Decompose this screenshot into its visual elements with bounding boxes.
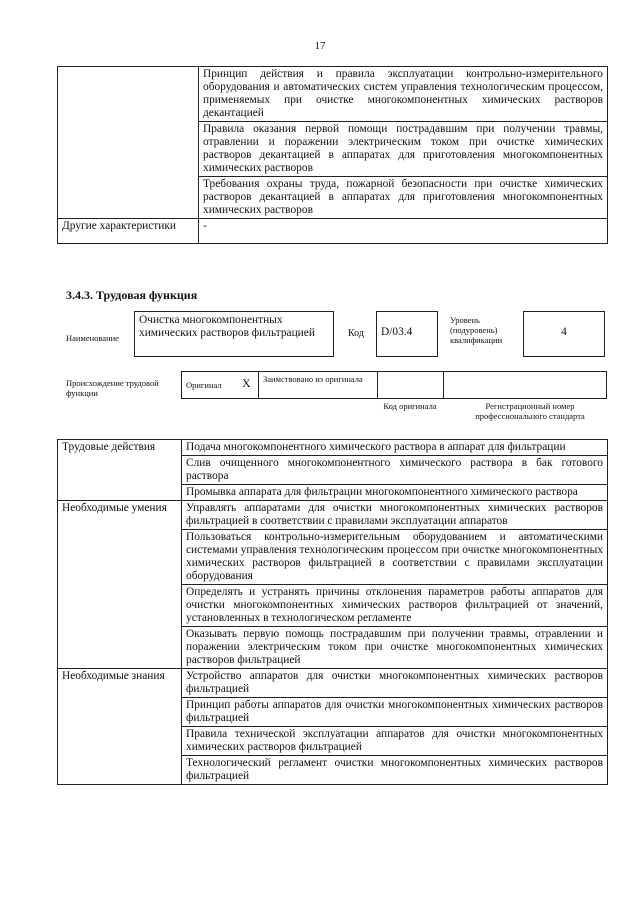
group-label-knowledge: Необходимые знания <box>58 669 182 785</box>
section-title: 3.4.3. Трудовая функция <box>66 288 198 302</box>
knowledge-item: Правила оказания первой помощи пострадавшим при получении травмы, отравлении и поражении электрическим током при очистке химических растворов декантацией в аппаратах для приготовления многокомпонентных химических растворов <box>199 122 608 177</box>
original-label: Оригинал <box>186 380 222 390</box>
labor-function-table <box>57 439 608 785</box>
level-value: 4 <box>561 326 567 338</box>
knowledge-item: Принцип работы аппаратов для очистки многокомпонентных химических растворов фильтрацией <box>182 698 608 727</box>
knowledge-item: Устройство аппаратов для очистки многокомпонентных химических растворов фильтрацией <box>182 669 608 698</box>
level-box <box>523 311 605 357</box>
group-label-skills: Необходимые умения <box>58 501 182 669</box>
table-row <box>58 219 608 244</box>
knowledge-item: Технологический регламент очистки многокомпонентных химических растворов фильтрацией <box>182 756 608 785</box>
skill-item: Определять и устранять причины отклонения параметров работы аппаратов для очистки многокомпонентных химических растворов фильтрацией от значений, установленных в технологическом регламенте <box>182 585 608 627</box>
skill-item: Пользоваться контрольно-измерительным оборудованием и автоматическими системами управления технологическим процессом при очистке многокомпонентных химических растворов фильтрацией в соответствии с правилами эксплуатации оборудования <box>182 530 608 585</box>
divider <box>443 371 444 399</box>
code-value: D/03.4 <box>381 326 413 338</box>
action-item: Промывка аппарата для фильтрации многокомпонентного химического раствора <box>182 485 608 501</box>
origin-label: Происхождение трудовой функции <box>66 378 159 398</box>
action-item: Подача многокомпонентного химического раствора в аппарат для фильтрации <box>182 440 608 456</box>
level-label: Уровень (подуровень) квалификации <box>450 315 503 345</box>
other-characteristics-value: - <box>199 219 608 244</box>
name-label: Наименование <box>66 333 119 343</box>
knowledge-table-continued <box>57 66 608 244</box>
original-mark: X <box>242 376 251 390</box>
table-row <box>58 669 608 698</box>
code-label: Код <box>348 328 364 339</box>
table-row <box>58 67 608 122</box>
table-row <box>58 501 608 530</box>
skill-item: Управлять аппаратами для очистки многокомпонентных химических растворов фильтрацией в соответствии с правилами эксплуатации аппаратов <box>182 501 608 530</box>
name-box <box>134 311 334 357</box>
empty-label-cell <box>58 67 199 219</box>
page-number: 17 <box>314 40 326 52</box>
knowledge-item: Правила технической эксплуатации аппаратов для очистки многокомпонентных химических растворов фильтрацией <box>182 727 608 756</box>
name-value: Очистка многокомпонентных химических растворов фильтрацией <box>139 314 315 339</box>
code-original-caption: Код оригинала <box>383 401 437 411</box>
reg-number-caption: Регистрационный номер профессионального стандарта <box>475 401 585 421</box>
divider <box>258 371 259 399</box>
knowledge-item: Требования охраны труда, пожарной безопасности при очистке химических растворов декантацией в аппаратах для приготовления многокомпонентных химических растворов <box>199 177 608 219</box>
table-row <box>58 440 608 456</box>
action-item: Слив очищенного многокомпонентного химического раствора в бак готового раствора <box>182 456 608 485</box>
code-box <box>376 311 438 357</box>
borrowed-label: Заимствовано из оригинала <box>263 374 363 384</box>
group-label-actions: Трудовые действия <box>58 440 182 501</box>
knowledge-item: Принцип действия и правила эксплуатации контрольно-измерительного оборудования и автоматических систем управления технологическим процессом, применяемых при очистке многокомпонентных химических растворов декантацией <box>199 67 608 122</box>
skill-item: Оказывать первую помощь пострадавшим при получении травмы, отравлении и поражении электрическим током при очистке многокомпонентных химических растворов фильтрацией <box>182 627 608 669</box>
other-characteristics-label: Другие характеристики <box>58 219 199 244</box>
divider <box>377 371 378 399</box>
